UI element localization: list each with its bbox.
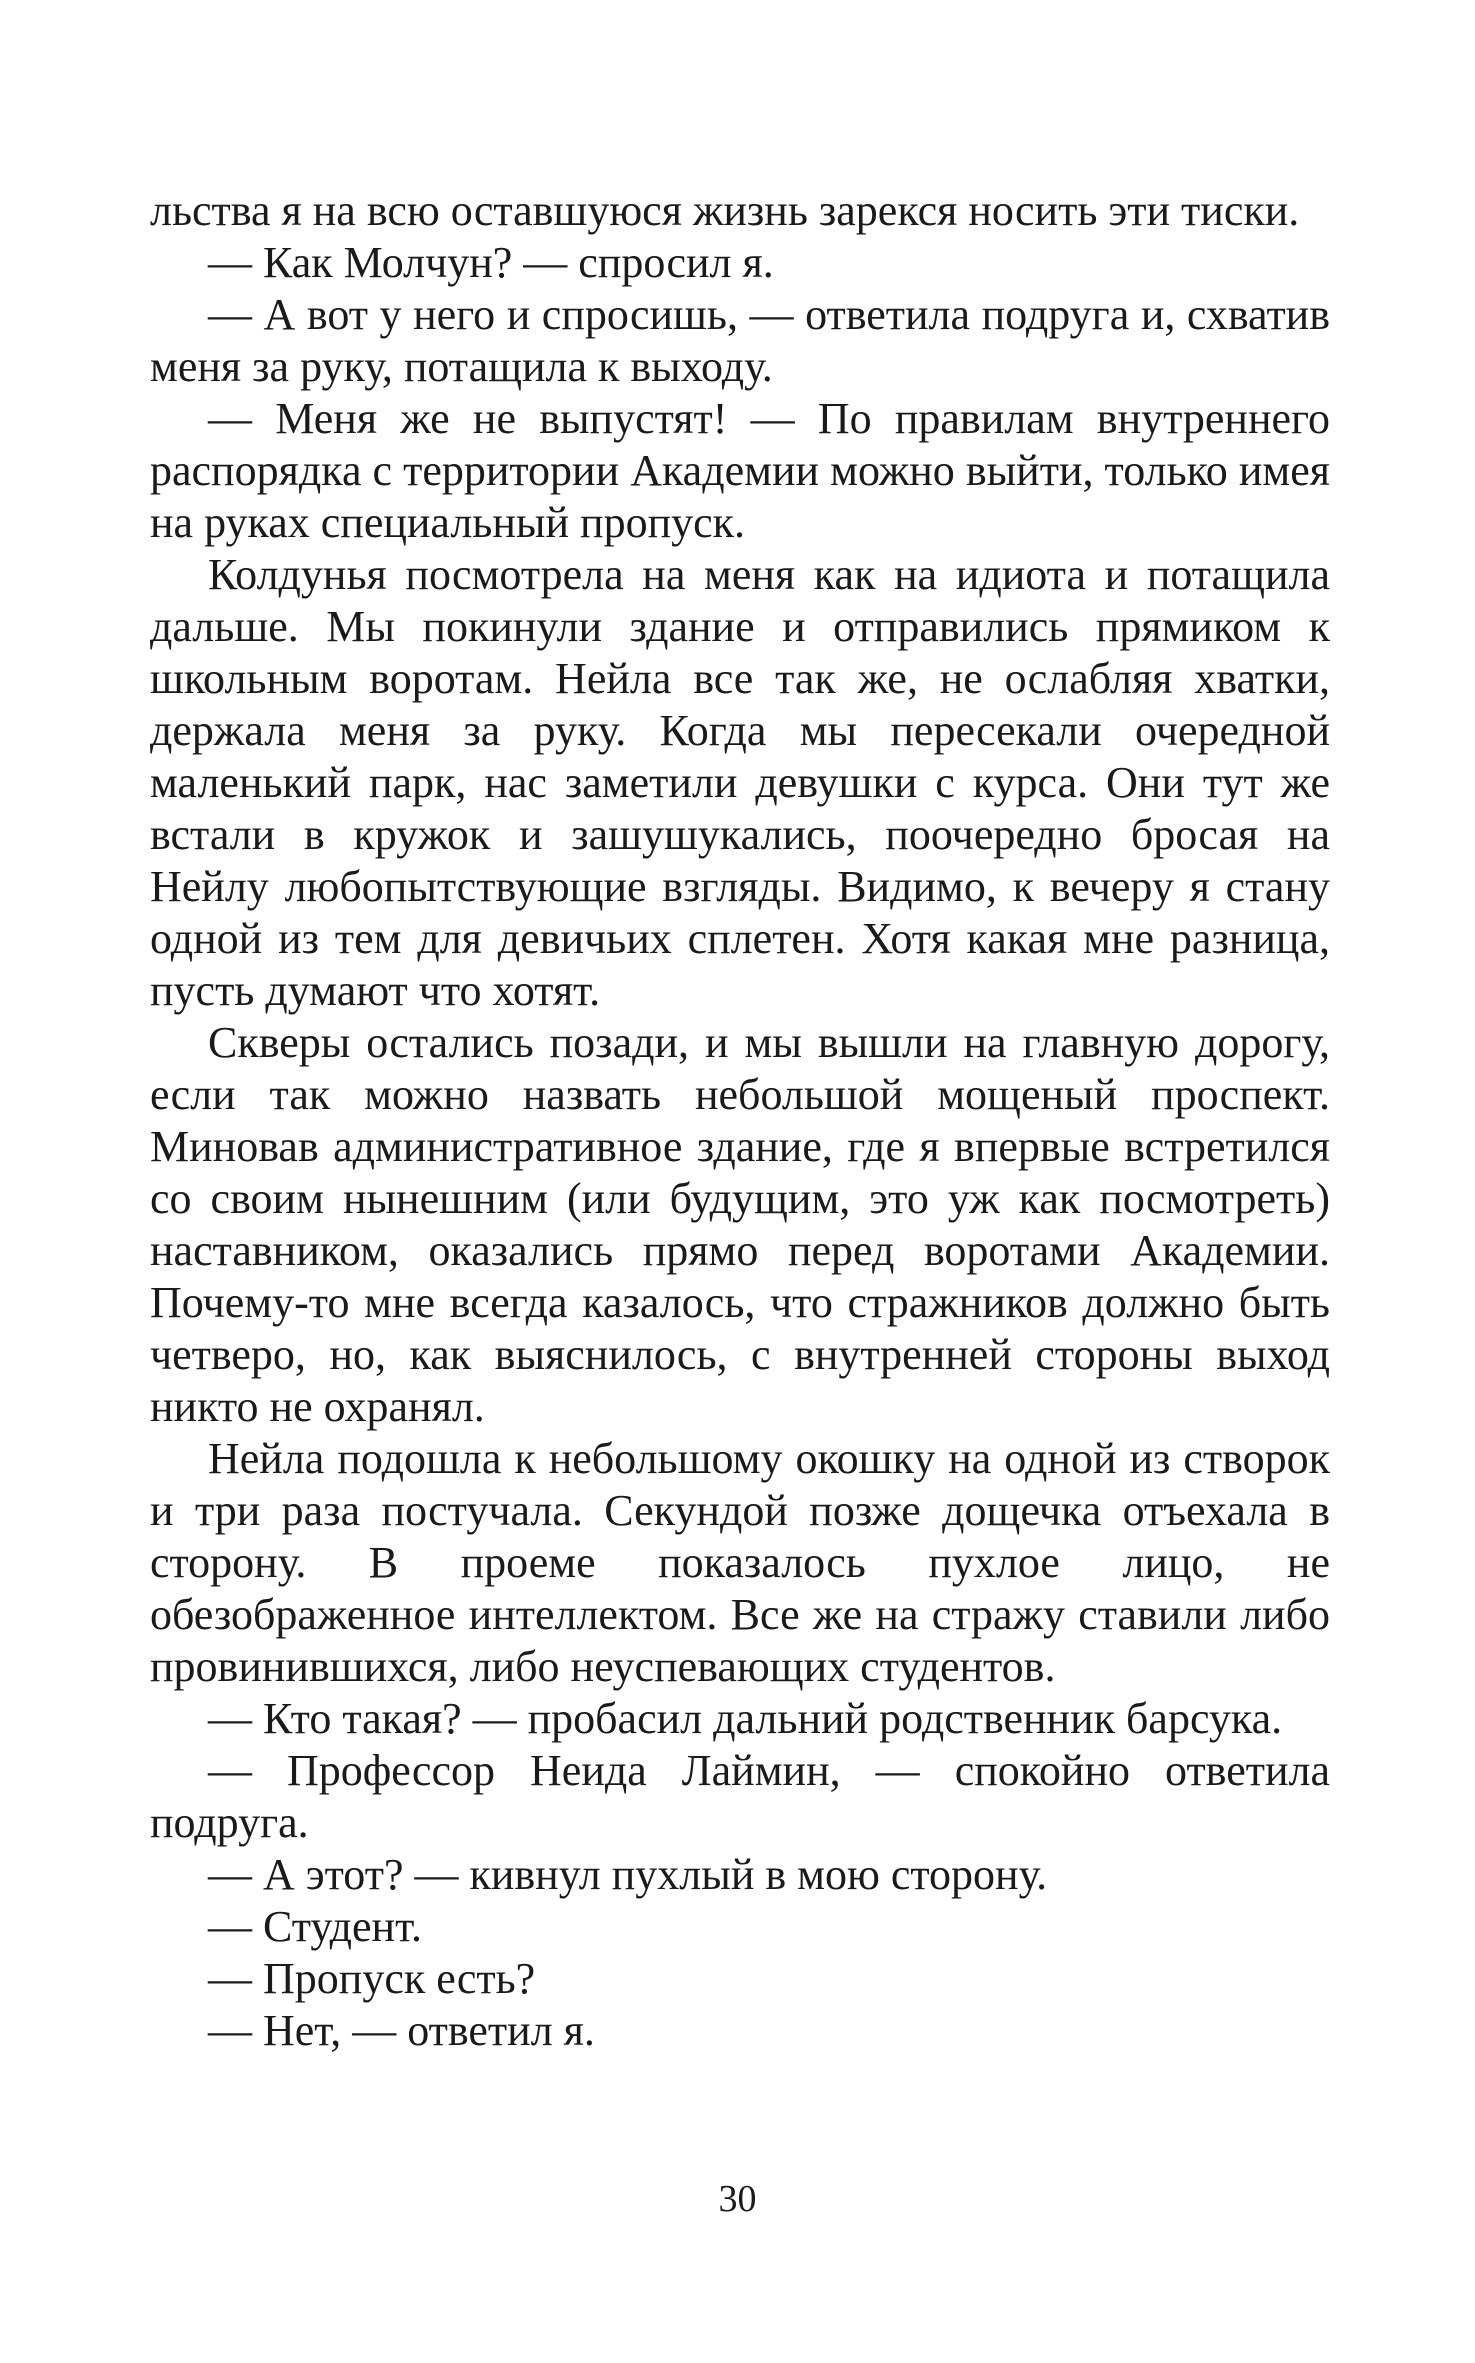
paragraph-9: — Профессор Неида Лаймин, — спокойно ответила подруга. bbox=[150, 1746, 1330, 1847]
paragraph-2: — Как Молчун? — спросил я. bbox=[208, 238, 774, 287]
paragraph-11: — Студент. bbox=[208, 1902, 423, 1951]
paragraph-5: Колдунья посмотрела на меня как на идиота и потащила дальше. Мы покинули здание и отправились прямиком к школьным воротам. Нейла все так же, не ослабляя хватки, держала меня за руку. Когда мы пересекали очередной маленький парк, нас заметили девушки с курса. Они тут же встали в кружок и зашушукались, поочередно бросая на Нейлу любопытствующие взгляды. Видимо, к вечеру я стану одной из тем для девичьих сплетен. Хотя какая мне разница, пусть думают что хотят. bbox=[150, 550, 1330, 1015]
paragraph-4: — Меня же не выпустят! — По правилам внутреннего распорядка с территории Академии можно выйти, только имея на руках специальный пропуск. bbox=[150, 394, 1330, 547]
paragraph-6: Скверы остались позади, и мы вышли на главную дорогу, если так можно назвать небольшой мощеный проспект. Миновав административное здание, где я впервые встретился со своим нынешним (или будущим, это уж как посмотреть) наставником, оказались прямо перед воротами Академии. Почему-то мне всегда казалось, что стражников должно быть четверо, но, как выяснилось, с внутренней стороны выход никто не охранял. bbox=[150, 1018, 1330, 1431]
paragraph-12: — Пропуск есть? bbox=[208, 1954, 536, 2003]
page-number: 30 bbox=[718, 2178, 757, 2220]
paragraph-1: льства я на всю оставшуюся жизнь зарекся носить эти тиски. bbox=[150, 186, 1300, 235]
page-body bbox=[150, 185, 1330, 2057]
paragraph-3: — А вот у него и спросишь, — ответила подруга и, схватив меня за руку, потащила к выходу. bbox=[150, 290, 1330, 391]
paragraph-7: Нейла подошла к небольшому окошку на одной из створок и три раза постучала. Секундой позже дощечка отъехала в сторону. В проеме показалось пухлое лицо, не обезображенное интеллектом. Все же на стражу ставили либо провинившихся, либо неуспевающих студентов. bbox=[150, 1434, 1330, 1691]
paragraph-8: — Кто такая? — пробасил дальний родственник барсука. bbox=[208, 1694, 1283, 1743]
paragraph-10: — А этот? — кивнул пухлый в мою сторону. bbox=[208, 1850, 1048, 1899]
paragraph-13: — Нет, — ответил я. bbox=[208, 2006, 595, 2055]
